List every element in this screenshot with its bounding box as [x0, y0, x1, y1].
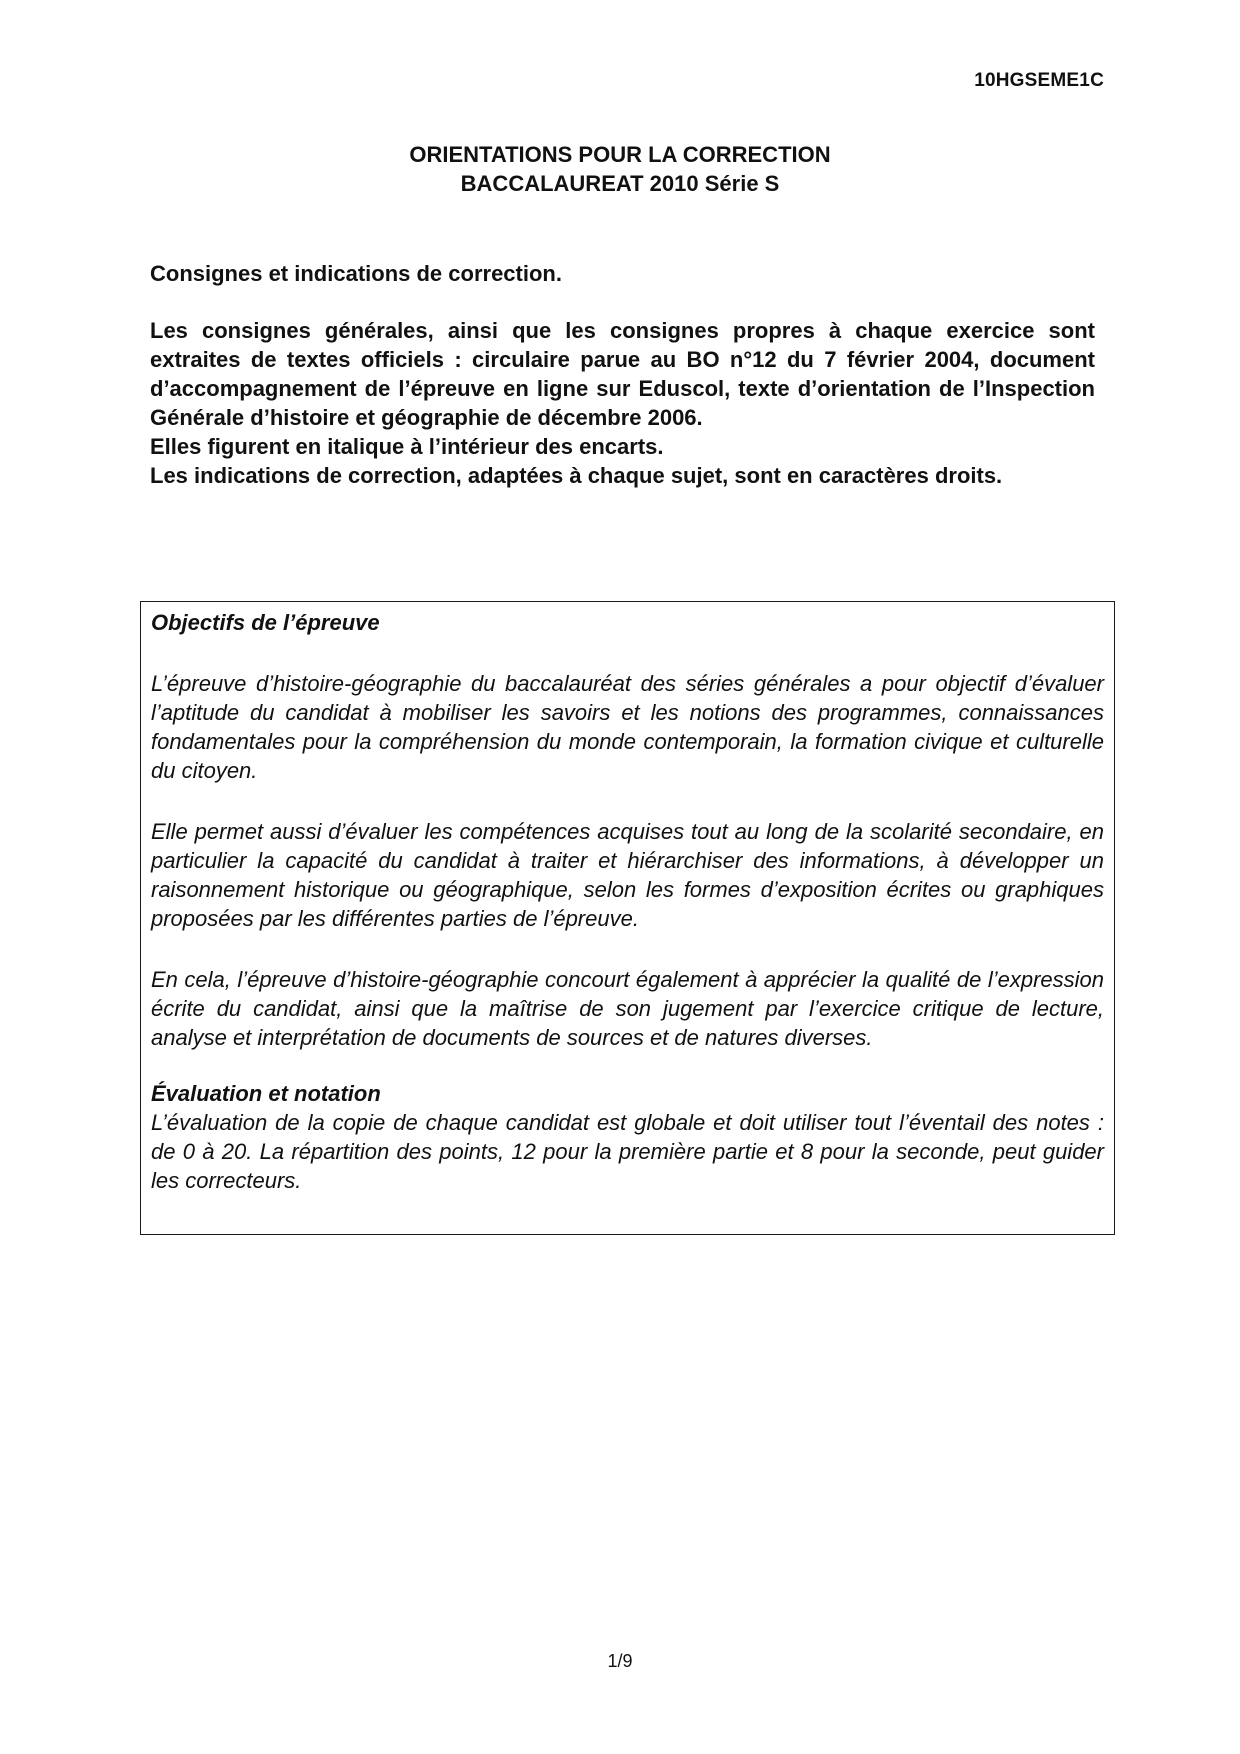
objectives-title: Objectifs de l’épreuve: [151, 610, 380, 635]
objectives-paragraph-2: Elle permet aussi d’évaluer les compétences acquises tout au long de la scolarité secondaire, en particulier la capacité du candidat à traiter et hiérarchiser des informations, à développer un raisonnement historique ou géographique, selon les formes d’exposition écrites ou graphiques proposées par les différentes parties de l’épreuve.: [151, 819, 1104, 931]
intro-body: [150, 316, 1095, 490]
instructions-box: [140, 601, 1115, 1235]
subtitle: BACCALAUREAT 2010 Série S: [460, 171, 780, 196]
document-code: 10HGSEME1C: [974, 70, 1104, 91]
instructions-box-content: [151, 602, 1104, 1195]
title-block: [0, 140, 1240, 198]
intro-paragraph-3: Les indications de correction, adaptées à chaque sujet, sont en caractères droits.: [150, 463, 1003, 488]
intro-paragraph-2: Elles figurent en italique à l’intérieur des encarts.: [150, 434, 664, 459]
objectives-paragraph-3: En cela, l’épreuve d’histoire-géographie concourt également à apprécier la qualité de l’expression écrite du candidat, ainsi que la maîtrise de son jugement par l’exercice critique de lecture, analyse et interprétation de documents de sources et de natures diverses.: [151, 967, 1104, 1050]
objectives-paragraph-1: L’épreuve d’histoire-géographie du baccalauréat des séries générales a pour objectif d’évaluer l’aptitude du candidat à mobiliser les savoirs et les notions des programmes, connaissances fondamentales pour la compréhension du monde contemporain, la formation civique et culturelle du citoyen.: [151, 671, 1104, 783]
intro-paragraph-1: Les consignes générales, ainsi que les consignes propres à chaque exercice sont extraites de textes officiels : circulaire parue au BO n°12 du 7 février 2004, document d’accompagnement de l’épreuve en ligne sur Eduscol, texte d’orientation de l’Inspection Générale d’histoire et géographie de décembre 2006.: [150, 318, 1095, 430]
main-title: ORIENTATIONS POUR LA CORRECTION: [409, 142, 831, 167]
evaluation-title: Évaluation et notation: [151, 1081, 381, 1106]
page-number: 1/9: [607, 1651, 633, 1671]
evaluation-text: L’évaluation de la copie de chaque candidat est globale et doit utiliser tout l’éventail des notes : de 0 à 20. La répartition des points, 12 pour la première partie et 8 pour la seconde, peut guider les correcteurs.: [151, 1110, 1104, 1193]
intro-heading: Consignes et indications de correction.: [150, 261, 562, 286]
intro-heading-block: [150, 259, 1095, 288]
